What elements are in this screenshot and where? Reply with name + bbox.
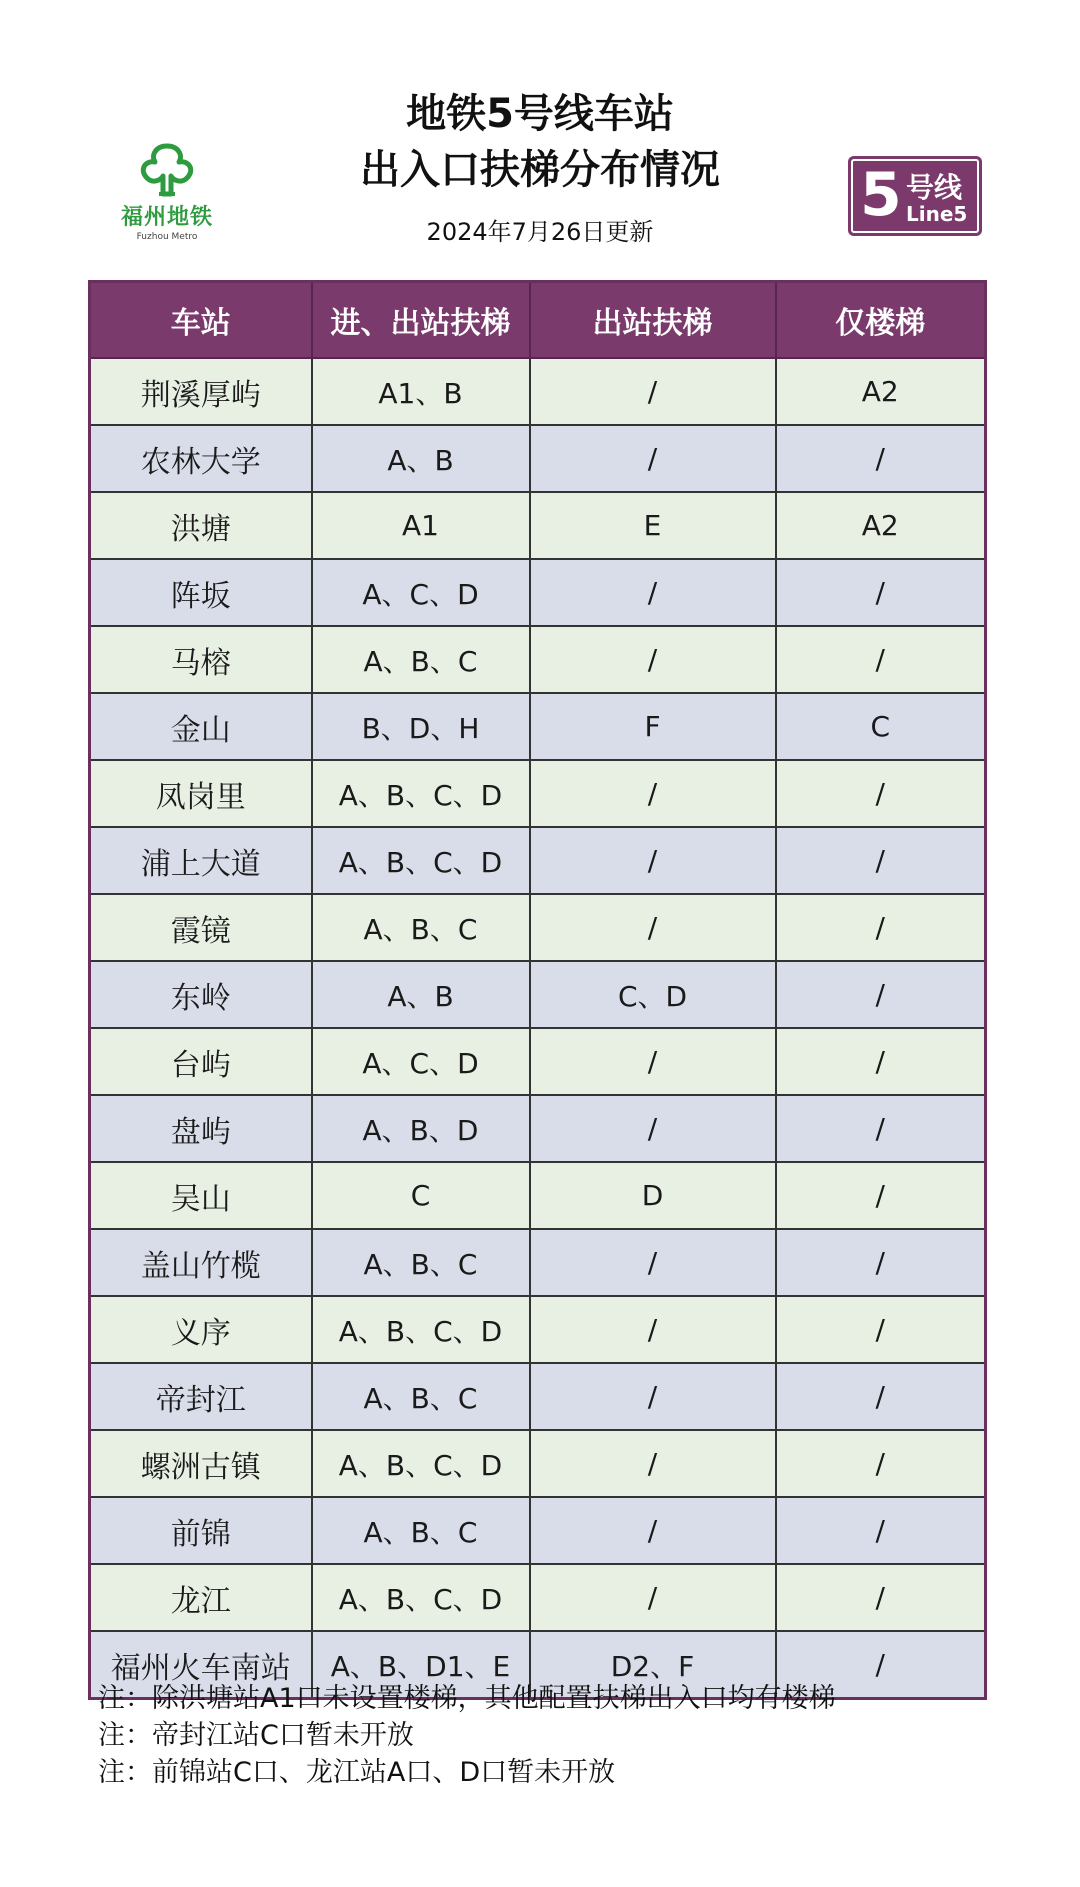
station-cell: 洪塘 xyxy=(90,492,312,559)
table-row xyxy=(90,358,986,425)
table-row xyxy=(90,894,986,961)
updated-date: 2024年7月26日更新 xyxy=(426,218,654,246)
out-escalator-cell: / xyxy=(530,760,776,827)
in-out-escalator-cell: A、B、D xyxy=(312,1095,530,1162)
stairs-only-cell: / xyxy=(776,1229,986,1296)
out-escalator-cell: D2、F xyxy=(530,1631,776,1699)
station-cell: 盘屿 xyxy=(90,1095,312,1162)
stairs-only-cell: / xyxy=(776,559,986,626)
out-escalator-cell: D xyxy=(530,1162,776,1229)
station-cell: 福州火车南站 xyxy=(90,1631,312,1699)
note: 注：帝封江站C口暂未开放 xyxy=(98,1720,414,1751)
in-out-escalator-cell: A、C、D xyxy=(312,559,530,626)
station-cell: 东岭 xyxy=(90,961,312,1028)
in-out-escalator-cell: A、B、C、D xyxy=(312,1296,530,1363)
logo-name-en: Fuzhou Metro xyxy=(136,232,198,242)
in-out-escalator-cell: A1 xyxy=(312,492,530,559)
stairs-only-cell: / xyxy=(776,1497,986,1564)
station-cell: 农林大学 xyxy=(90,425,312,492)
station-cell: 浦上大道 xyxy=(90,827,312,894)
table-row xyxy=(90,425,986,492)
stairs-only-cell: / xyxy=(776,1363,986,1430)
line-label-en: Line5 xyxy=(906,202,968,226)
header-station: 车站 xyxy=(90,282,312,359)
out-escalator-cell: / xyxy=(530,1028,776,1095)
station-cell: 义序 xyxy=(90,1296,312,1363)
station-cell: 凤岗里 xyxy=(90,760,312,827)
out-escalator-cell: / xyxy=(530,894,776,961)
table-row xyxy=(90,1095,986,1162)
table-row xyxy=(90,492,986,559)
table-row xyxy=(90,1564,986,1631)
in-out-escalator-cell: A、B、C xyxy=(312,1363,530,1430)
out-escalator-cell: / xyxy=(530,1229,776,1296)
in-out-escalator-cell: A、B、C xyxy=(312,894,530,961)
table-row xyxy=(90,559,986,626)
in-out-escalator-cell: A、B、C、D xyxy=(312,827,530,894)
station-cell: 阵坂 xyxy=(90,559,312,626)
table-header-row xyxy=(90,282,986,359)
stairs-only-cell: C xyxy=(776,693,986,760)
out-escalator-cell: / xyxy=(530,1430,776,1497)
in-out-escalator-cell: A、B、C xyxy=(312,626,530,693)
stairs-only-cell: / xyxy=(776,626,986,693)
table-row xyxy=(90,1430,986,1497)
header-out-escalator: 出站扶梯 xyxy=(530,282,776,359)
in-out-escalator-cell: A、B、C xyxy=(312,1229,530,1296)
table-row xyxy=(90,1497,986,1564)
out-escalator-cell: / xyxy=(530,559,776,626)
stairs-only-cell: / xyxy=(776,1162,986,1229)
stairs-only-cell: / xyxy=(776,894,986,961)
stairs-only-cell: / xyxy=(776,1564,986,1631)
stairs-only-cell: / xyxy=(776,1296,986,1363)
line-badge xyxy=(848,156,982,236)
in-out-escalator-cell: B、D、H xyxy=(312,693,530,760)
title-line-1: 地铁5号线车站 xyxy=(406,91,674,137)
out-escalator-cell: F xyxy=(530,693,776,760)
out-escalator-cell: / xyxy=(530,626,776,693)
out-escalator-cell: / xyxy=(530,1296,776,1363)
station-cell: 台屿 xyxy=(90,1028,312,1095)
stairs-only-cell: / xyxy=(776,1430,986,1497)
stairs-only-cell: / xyxy=(776,827,986,894)
table-row xyxy=(90,1296,986,1363)
out-escalator-cell: / xyxy=(530,358,776,425)
stairs-only-cell: / xyxy=(776,961,986,1028)
stairs-only-cell: A2 xyxy=(776,358,986,425)
header-in-out-escalator: 进、出站扶梯 xyxy=(312,282,530,359)
out-escalator-cell: / xyxy=(530,1363,776,1430)
out-escalator-cell: / xyxy=(530,827,776,894)
station-cell: 金山 xyxy=(90,693,312,760)
title-line-2: 出入口扶梯分布情况 xyxy=(360,147,720,193)
out-escalator-cell: / xyxy=(530,1095,776,1162)
in-out-escalator-cell: C xyxy=(312,1162,530,1229)
station-cell: 霞镜 xyxy=(90,894,312,961)
in-out-escalator-cell: A、C、D xyxy=(312,1028,530,1095)
note: 注：前锦站C口、龙江站A口、D口暂未开放 xyxy=(98,1757,616,1788)
in-out-escalator-cell: A1、B xyxy=(312,358,530,425)
in-out-escalator-cell: A、B xyxy=(312,961,530,1028)
out-escalator-cell: / xyxy=(530,1564,776,1631)
station-cell: 盖山竹榄 xyxy=(90,1229,312,1296)
escalator-table xyxy=(88,280,987,1700)
in-out-escalator-cell: A、B、C xyxy=(312,1497,530,1564)
line-label-cn: 号线 xyxy=(906,171,963,204)
station-cell: 帝封江 xyxy=(90,1363,312,1430)
table-row xyxy=(90,1162,986,1229)
in-out-escalator-cell: A、B、C、D xyxy=(312,1430,530,1497)
table-row xyxy=(90,1028,986,1095)
stairs-only-cell: A2 xyxy=(776,492,986,559)
stairs-only-cell: / xyxy=(776,1028,986,1095)
station-cell: 马榕 xyxy=(90,626,312,693)
stairs-only-cell: / xyxy=(776,760,986,827)
stairs-only-cell: / xyxy=(776,1095,986,1162)
out-escalator-cell: E xyxy=(530,492,776,559)
header-stairs-only: 仅楼梯 xyxy=(776,282,986,359)
table-row xyxy=(90,693,986,760)
notes xyxy=(98,1680,836,1791)
station-cell: 前锦 xyxy=(90,1497,312,1564)
stairs-only-cell: / xyxy=(776,425,986,492)
station-cell: 荆溪厚屿 xyxy=(90,358,312,425)
station-cell: 螺洲古镇 xyxy=(90,1430,312,1497)
table-row xyxy=(90,1363,986,1430)
table-row xyxy=(90,626,986,693)
table-row xyxy=(90,760,986,827)
out-escalator-cell: C、D xyxy=(530,961,776,1028)
station-cell: 龙江 xyxy=(90,1564,312,1631)
in-out-escalator-cell: A、B、C、D xyxy=(312,1564,530,1631)
in-out-escalator-cell: A、B、C、D xyxy=(312,760,530,827)
in-out-escalator-cell: A、B xyxy=(312,425,530,492)
line-number: 5 xyxy=(860,160,902,230)
table-row xyxy=(90,1229,986,1296)
out-escalator-cell: / xyxy=(530,1497,776,1564)
logo-name-cn: 福州地铁 xyxy=(120,205,213,230)
note: 注：除洪塘站A1口未设置楼梯，其他配置扶梯出入口均有楼梯 xyxy=(98,1683,836,1714)
in-out-escalator-cell: A、B、D1、E xyxy=(312,1631,530,1699)
station-cell: 吴山 xyxy=(90,1162,312,1229)
table-row xyxy=(90,827,986,894)
table-row xyxy=(90,961,986,1028)
out-escalator-cell: / xyxy=(530,425,776,492)
stairs-only-cell: / xyxy=(776,1631,986,1699)
